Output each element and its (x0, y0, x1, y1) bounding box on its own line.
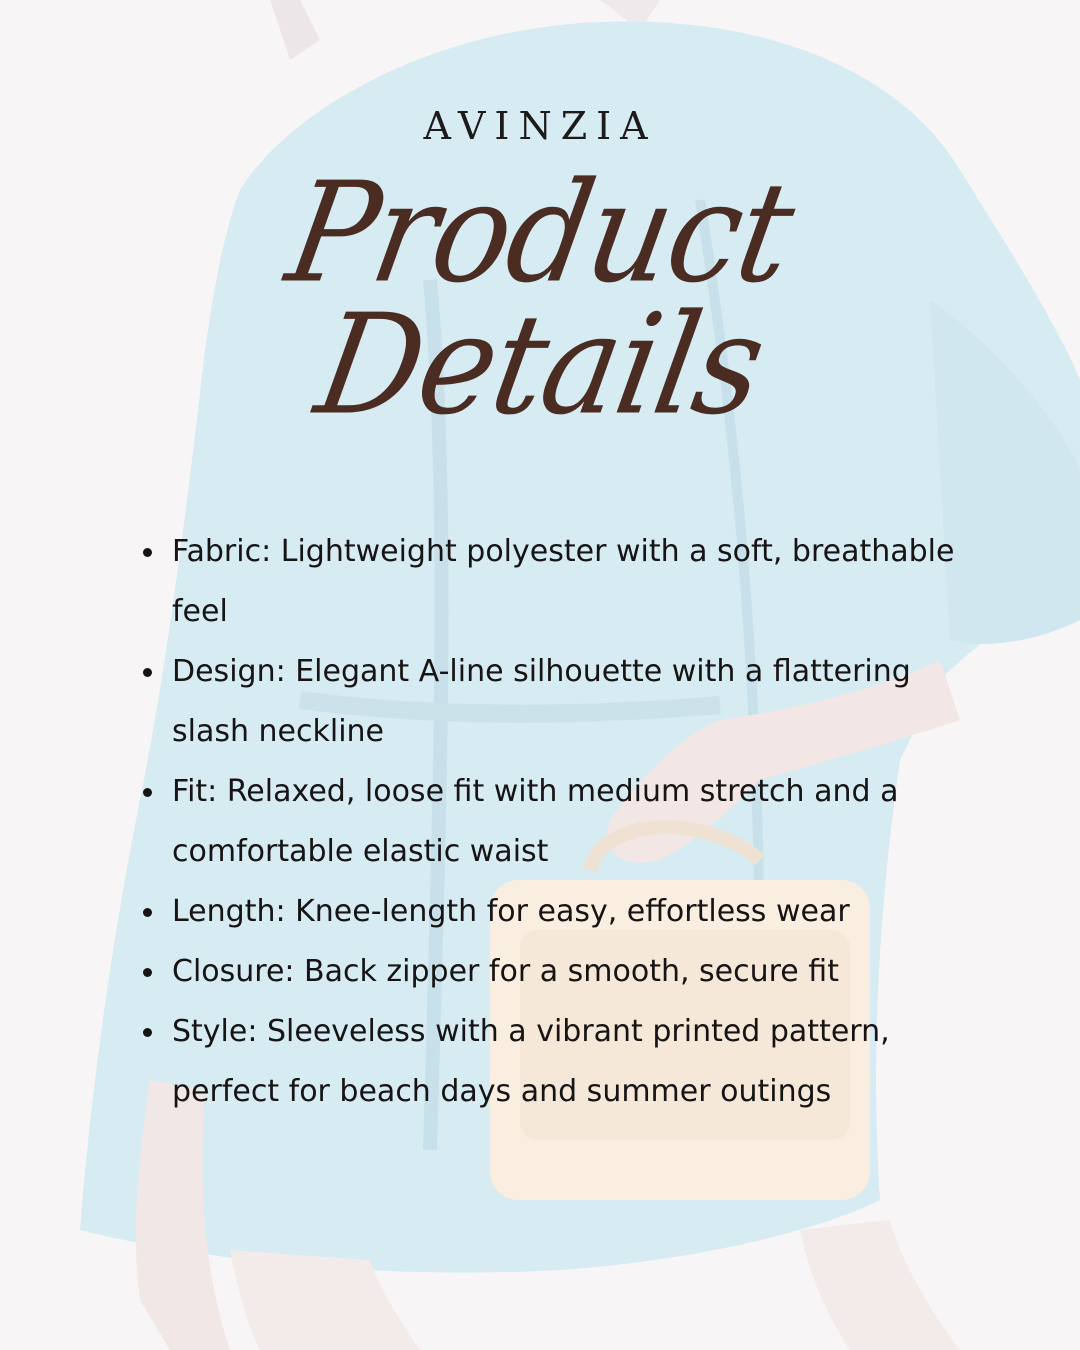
bullet-dot-icon (143, 908, 152, 917)
bullet-dot-icon (143, 668, 152, 677)
detail-text: Design: Elegant A-line silhouette with a flattering slash neckline (172, 654, 911, 749)
details-list (140, 522, 980, 1122)
brand-logo: AVINZIA (423, 104, 657, 148)
detail-text: Length: Knee-length for easy, effortless wear (172, 894, 850, 929)
detail-item-closure (140, 942, 980, 1002)
detail-text: Closure: Back zipper for a smooth, secure fit (172, 954, 839, 989)
detail-item-fabric (140, 522, 980, 642)
detail-text: Fabric: Lightweight polyester with a soft, breathable feel (172, 534, 955, 629)
detail-item-length (140, 882, 980, 942)
bullet-dot-icon (143, 788, 152, 797)
title-line-1: Product (276, 153, 804, 314)
bullet-dot-icon (143, 968, 152, 977)
page-title (0, 153, 1080, 446)
detail-text: Fit: Relaxed, loose fit with medium stretch and a comfortable elastic waist (172, 774, 899, 869)
detail-item-design (140, 642, 980, 762)
detail-item-fit (140, 762, 980, 882)
bullet-dot-icon (143, 1028, 152, 1037)
detail-item-style (140, 1002, 980, 1122)
bullet-dot-icon (143, 548, 152, 557)
title-line-2: Details (306, 285, 775, 446)
detail-text: Style: Sleeveless with a vibrant printed pattern, perfect for beach days and summer outings (172, 1014, 890, 1109)
